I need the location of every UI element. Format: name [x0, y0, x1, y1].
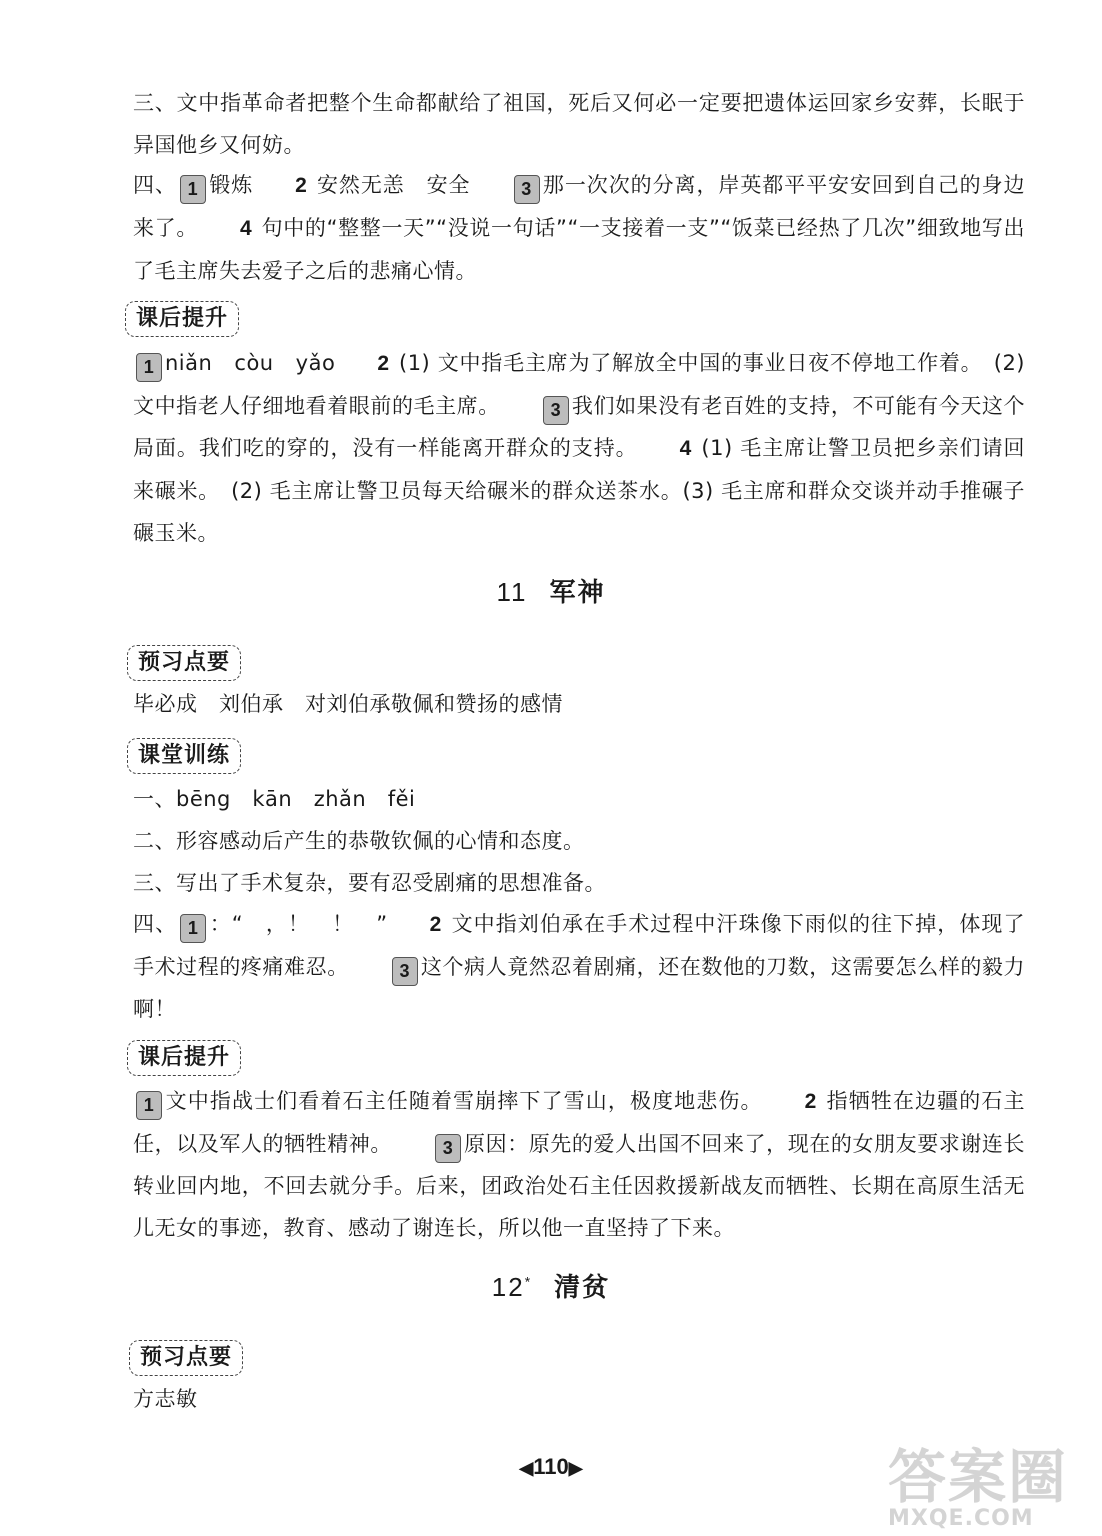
section-label-preview: 预习点要: [127, 645, 241, 681]
after-class-answers-2: 1 文中指战士们看着石主任随着雪崩摔下了雪山，极度地悲伤。 2 指牺牲在边疆的石主任，以及军人的牺牲精神。 3 原因：原先的爱人出国不回来了，现在的女朋友要求谢连长转业回内地，不回去就分手。后来，团政治处石主任因救援新战友而牺牲、长期在高原生活无儿无女的事迹，教育、感动了谢连长，所以他一直坚持了下来。: [133, 1089, 1026, 1240]
section-label-preview-2: 预习点要: [129, 1340, 243, 1376]
question-number-badge: 1: [136, 1091, 162, 1120]
right-triangle-icon: ▶: [568, 1458, 583, 1478]
question-number: 2: [429, 913, 442, 936]
left-triangle-icon: ◀: [519, 1458, 534, 1478]
answer-section-4: 四、 1 锻炼 2 安然无恙 安全 3 那一次次的分离，岸英都平平安安回到自己的身边来了。 4 句中的“整整一天”“没说一句话”“一支接着一支”“饭菜已经热了几次”细致地写出了毛主席失去爱子之后的悲痛心情。: [133, 173, 1026, 283]
question-number-badge: 1: [136, 353, 162, 382]
question-number: 4: [240, 217, 253, 240]
question-number-badge: 3: [543, 396, 569, 425]
question-number-badge: 1: [180, 175, 206, 204]
section-label-after-class: 课后提升: [125, 301, 239, 337]
classroom-answer-4: 四、 1 ：“ ，！ ！ ” 2 文中指刘伯承在手术过程中汗珠像下雨似的往下掉，体现了手术过程的疼痛难忍。 3 这个病人竟然忍着剧痛，还在数他的刀数，这需要怎么样的毅力啊！: [133, 912, 1026, 1021]
question-number-badge: 1: [180, 914, 206, 943]
page-number: ◀110▶: [519, 1454, 583, 1479]
question-number: 2: [295, 174, 308, 197]
question-number: 2: [377, 352, 390, 375]
after-class-answers: 1 niǎn còu yǎo 2 (1) 文中指毛主席为了解放全中国的事业日夜不停地工作着。 (2) 文中指老人仔细地看着眼前的毛主席。 3 我们如果没有老百姓的支持，不可能有今天这个局面。我们吃的穿的，没有一样能离开群众的支持。 4 (1) 毛主席让警卫员把乡亲们请回来碾米。 (2) 毛主席让警卫员每天给碾米的群众送茶水。(3) 毛主席和群众交谈并动手推碾子碾玉米。: [133, 351, 1026, 545]
preview-answer: 毕必成 刘伯承 对刘伯承敬佩和赞扬的感情: [133, 692, 563, 716]
question-number: 4: [679, 437, 692, 460]
watermark-logo: 答案圈 MXQE.COM: [888, 1443, 1069, 1531]
answer-section-3: 三、文中指革命者把整个生命都献给了祖国，死后又何必一定要把遗体运回家乡安葬，长眠于异国他乡又何妨。: [133, 91, 1025, 157]
preview-answer-2: 方志敏: [133, 1387, 198, 1411]
lesson-title-12: 12* 清贫: [491, 1272, 611, 1303]
question-number-badge: 3: [392, 957, 418, 986]
classroom-answer-3: 三、写出了手术复杂，要有忍受剧痛的思想准备。: [133, 871, 606, 895]
classroom-answer-1: 一、bēng kān zhǎn fěi: [133, 787, 416, 811]
question-number: 2: [804, 1090, 817, 1113]
classroom-answer-2: 二、形容感动后产生的恭敬钦佩的心情和态度。: [133, 829, 585, 853]
question-number-badge: 3: [514, 175, 540, 204]
self-study-mark: *: [524, 1273, 533, 1290]
section-label-classroom: 课堂训练: [127, 738, 241, 774]
lesson-title-11: 11 军神: [496, 577, 606, 608]
section-label-after-class-2: 课后提升: [127, 1040, 241, 1076]
question-number-badge: 3: [435, 1134, 461, 1163]
